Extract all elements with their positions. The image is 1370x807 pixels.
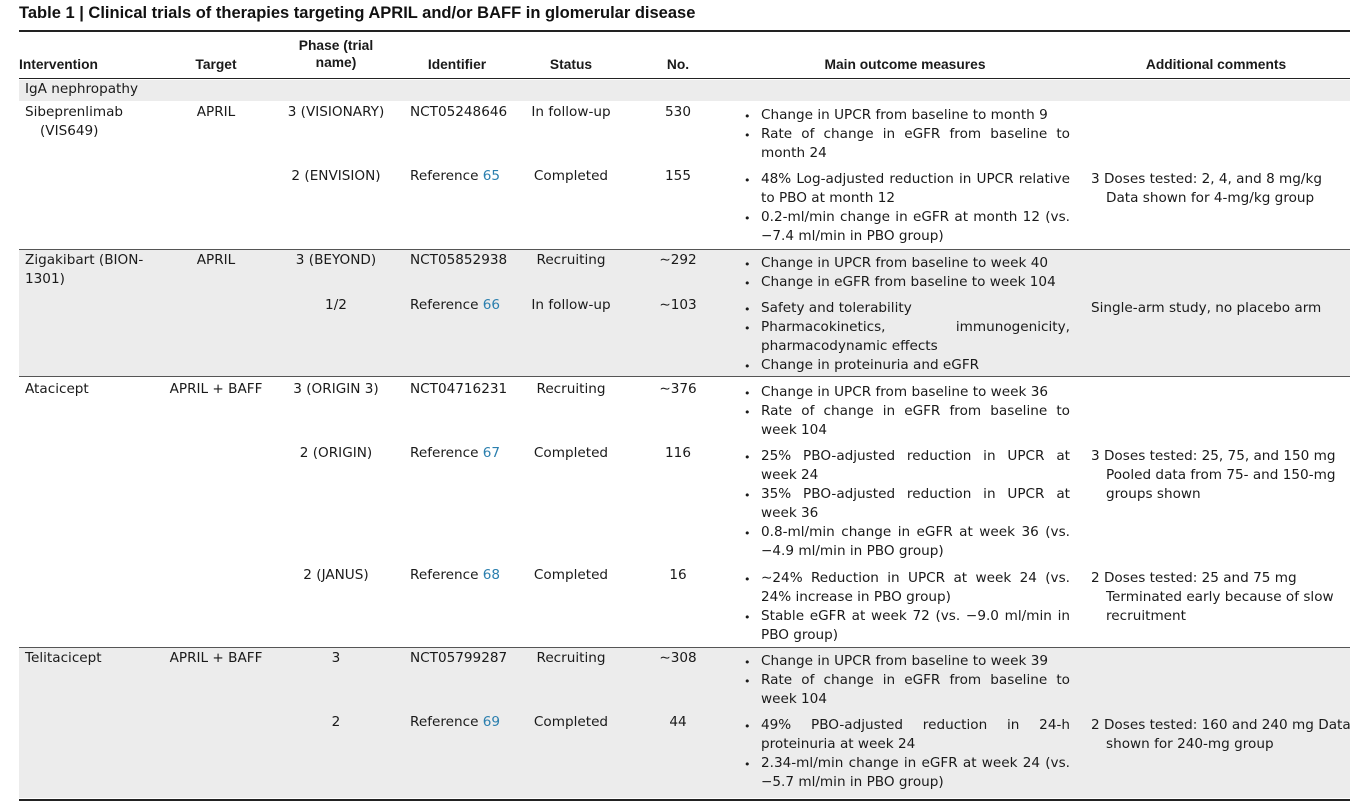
- intervention-name: Atacicept: [25, 381, 89, 397]
- top-rule: [19, 30, 1350, 32]
- trial-phase: 2: [331, 714, 341, 730]
- trial-status: Recruiting: [536, 381, 606, 397]
- target: APRIL: [196, 104, 236, 120]
- reference-link[interactable]: 66: [482, 297, 501, 313]
- comment-line: 2 Doses tested: 160 and 240 mg Data: [1091, 717, 1351, 733]
- outcome-item: • Rate of change in eGFR from baseline to week 104: [740, 402, 1070, 440]
- reference-link[interactable]: 68: [482, 567, 501, 583]
- trial-reference: [410, 444, 500, 463]
- additional-comments: [1091, 447, 1353, 504]
- outcome-item: • Safety and tolerability: [740, 299, 1070, 318]
- trial-status: Completed: [533, 445, 609, 461]
- comment-line: Single-arm study, no placebo arm: [1091, 300, 1322, 316]
- header-no: No.: [666, 57, 690, 72]
- trial-phase: 3 (ORIGIN 3): [293, 381, 379, 397]
- intervention-name: Sibeprenlimab (VIS649): [25, 104, 124, 139]
- reference-label: Reference: [410, 714, 479, 730]
- trial-phase: 3 (BEYOND): [295, 252, 377, 268]
- outcome-item: • 49% PBO-adjusted reduction in 24-h proteinuria at week 24: [740, 716, 1070, 754]
- outcome-item: • 35% PBO-adjusted reduction in UPCR at week 36: [740, 485, 1070, 523]
- header-target: Target: [195, 57, 237, 72]
- comment-line: 3 Doses tested: 25, 75, and 150 mg: [1091, 448, 1336, 464]
- comment-line: Pooled data from 75- and 150-mg groups shown: [1106, 467, 1336, 502]
- reference-link[interactable]: 67: [482, 445, 501, 461]
- trial-phase: 2 (ORIGIN): [299, 445, 373, 461]
- outcome-item: • ∼24% Reduction in UPCR at week 24 (vs. 24% increase in PBO group): [740, 569, 1070, 607]
- outcome-item: • Change in UPCR from baseline to week 39: [740, 652, 1070, 671]
- outcome-item: • 0.8-ml/min change in eGFR at week 36 (vs. −4.9 ml/min in PBO group): [740, 523, 1070, 561]
- trial-identifier: NCT05799287: [410, 650, 508, 666]
- trial-reference: [410, 296, 500, 315]
- trial-phase: 3 (VISIONARY): [287, 104, 385, 120]
- trial-reference: [410, 566, 500, 585]
- trial-count: 116: [665, 445, 691, 461]
- reference-link[interactable]: 69: [482, 714, 501, 730]
- trial-status: Completed: [533, 567, 609, 583]
- trial-count: ∼103: [659, 297, 697, 313]
- outcome-list: [740, 652, 1070, 709]
- comment-line: shown for 240-mg group: [1106, 736, 1274, 752]
- header-identifier: Identifier: [427, 57, 487, 72]
- header-comments: Additional comments: [1145, 57, 1287, 72]
- intervention-name: Zigakibart (BION- 1301): [25, 252, 144, 287]
- table-title: Table 1 | Clinical trials of therapies targeting APRIL and/or BAFF in glomerular disease: [19, 4, 696, 22]
- group-divider: [19, 647, 1350, 648]
- trial-status: Completed: [533, 714, 609, 730]
- trial-status: Completed: [533, 168, 609, 184]
- outcome-item: • 0.2-ml/min change in eGFR at month 12 (vs. −7.4 ml/min in PBO group): [740, 208, 1070, 246]
- reference-label: Reference: [410, 297, 479, 313]
- trial-identifier: NCT04716231: [410, 381, 508, 397]
- header-rule: [19, 78, 1350, 79]
- header-phase: Phase (trial name): [298, 38, 374, 70]
- additional-comments: [1091, 716, 1353, 754]
- trial-phase: 2 (JANUS): [303, 567, 369, 583]
- trial-count: 44: [669, 714, 687, 730]
- outcome-list: [740, 383, 1070, 440]
- target: APRIL: [196, 252, 236, 268]
- outcome-item: • 2.34-ml/min change in eGFR at week 24 (vs. −5.7 ml/min in PBO group): [740, 754, 1070, 792]
- trial-status: Recruiting: [536, 650, 606, 666]
- comment-line: 3 Doses tested: 2, 4, and 8 mg/kg: [1091, 171, 1323, 187]
- outcome-item: • 25% PBO-adjusted reduction in UPCR at week 24: [740, 447, 1070, 485]
- reference-label: Reference: [410, 567, 479, 583]
- trial-status: In follow-up: [531, 297, 611, 313]
- outcome-list: [740, 716, 1070, 792]
- trial-status: In follow-up: [531, 104, 611, 120]
- outcome-item: • Change in UPCR from baseline to week 36: [740, 383, 1070, 402]
- trial-count: 16: [669, 567, 687, 583]
- target: APRIL + BAFF: [169, 650, 263, 666]
- outcome-list: [740, 106, 1070, 163]
- group-divider: [19, 249, 1350, 250]
- reference-link[interactable]: 65: [482, 168, 501, 184]
- trial-count: ∼292: [659, 252, 697, 268]
- outcome-item: • Change in UPCR from baseline to week 40: [740, 254, 1070, 273]
- trial-count: 530: [665, 104, 691, 120]
- additional-comments: [1091, 569, 1353, 626]
- outcome-list: [740, 170, 1070, 246]
- trial-count: ∼308: [659, 650, 697, 666]
- comment-line: Data shown for 4-mg/kg group: [1106, 190, 1315, 206]
- trial-status: Recruiting: [536, 252, 606, 268]
- outcome-item: • Change in eGFR from baseline to week 104: [740, 273, 1070, 292]
- outcome-item: • Change in proteinuria and eGFR: [740, 356, 1070, 375]
- section-label: IgA nephropathy: [25, 81, 139, 97]
- outcome-item: • Rate of change in eGFR from baseline to week 104: [740, 671, 1070, 709]
- outcome-item: • Rate of change in eGFR from baseline to month 24: [740, 125, 1070, 163]
- trial-phase: 1/2: [325, 297, 347, 313]
- comment-line: Terminated early because of slow recruitment: [1106, 589, 1334, 624]
- trial-phase: 2 (ENVISION): [291, 168, 381, 184]
- trial-count: 155: [665, 168, 691, 184]
- trial-count: ∼376: [659, 381, 697, 397]
- section-band: [19, 80, 1350, 101]
- trial-identifier: NCT05248646: [410, 104, 508, 120]
- outcome-list: [740, 299, 1070, 375]
- trial-reference: [410, 713, 500, 732]
- header-intervention: Intervention: [19, 57, 98, 72]
- header-status: Status: [549, 57, 593, 72]
- additional-comments: [1091, 170, 1353, 208]
- bottom-rule: [19, 799, 1350, 801]
- header-outcomes: Main outcome measures: [824, 57, 986, 72]
- outcome-list: [740, 254, 1070, 292]
- reference-label: Reference: [410, 445, 479, 461]
- trial-identifier: NCT05852938: [410, 252, 508, 268]
- additional-comments: [1091, 299, 1353, 318]
- trial-phase: 3: [331, 650, 341, 666]
- outcome-item: • 48% Log-adjusted reduction in UPCR relative to PBO at month 12: [740, 170, 1070, 208]
- outcome-list: [740, 569, 1070, 645]
- reference-label: Reference: [410, 168, 479, 184]
- outcome-item: • Pharmacokinetics, immunogenicity, pharmacodynamic effects: [740, 318, 1070, 356]
- comment-line: 2 Doses tested: 25 and 75 mg: [1091, 570, 1297, 586]
- target: APRIL + BAFF: [169, 381, 263, 397]
- outcome-item: • Stable eGFR at week 72 (vs. −9.0 ml/min in PBO group): [740, 607, 1070, 645]
- trial-reference: [410, 167, 500, 186]
- outcome-item: • Change in UPCR from baseline to month 9: [740, 106, 1070, 125]
- intervention-name: Telitacicept: [25, 650, 102, 666]
- outcome-list: [740, 447, 1070, 561]
- group-divider: [19, 376, 1350, 377]
